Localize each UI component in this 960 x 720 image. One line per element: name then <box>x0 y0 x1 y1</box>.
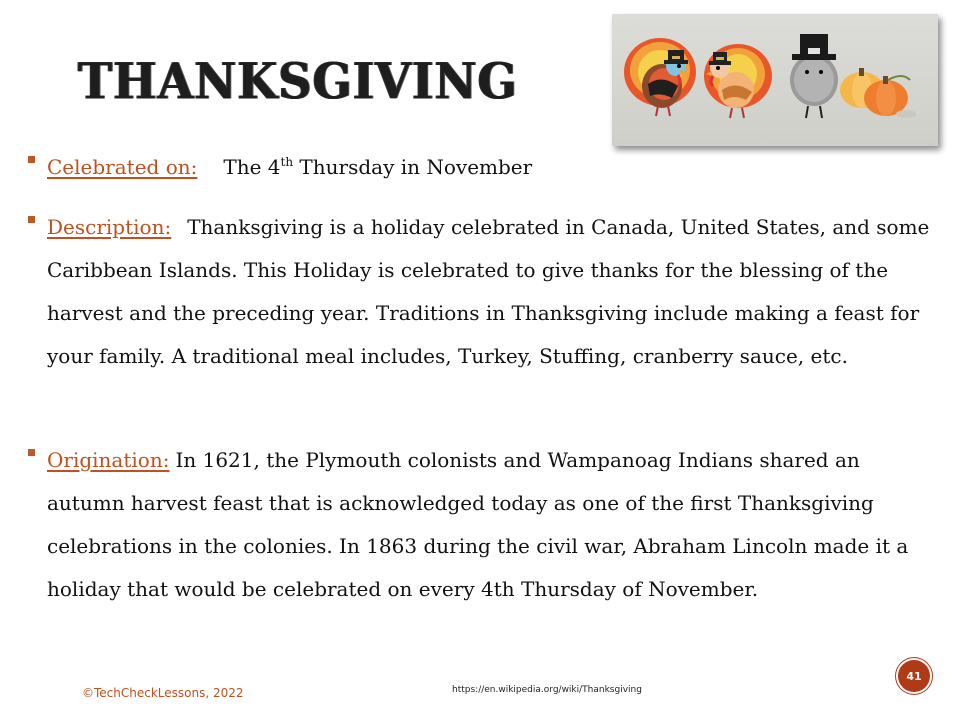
celebrated-on-label: Celebrated on: <box>47 155 198 179</box>
bullet-square-icon <box>28 156 35 163</box>
celebrated-on-value-pre: The 4 <box>223 155 281 179</box>
celebrated-on-value-sup: th <box>280 155 294 169</box>
slide-title: THANKSGIVING <box>78 52 518 111</box>
bullet-text <box>47 146 942 189</box>
origination-label: Origination: <box>47 448 170 472</box>
source-url[interactable]: https://en.wikipedia.org/wiki/Thanksgiving <box>452 685 642 695</box>
copyright-footer: ©TechCheckLessons, 2022 <box>82 686 244 700</box>
description-label: Description: <box>47 215 172 239</box>
origination-value: In 1621, the Plymouth colonists and Wampanoag Indians shared an autumn harvest feast that is acknowledged today as one of the first Thanksgiving celebrations in the colonies. In 1863 during the civil war, Abraham Lincoln made it a holiday that would be celebrated on every 4th Thursday of November. <box>47 448 909 601</box>
bullet-square-icon <box>28 449 35 456</box>
bullet-square-icon <box>28 216 35 223</box>
description-value: Thanksgiving is a holiday celebrated in Canada, United States, and some Caribbean Islands. This Holiday is celebrated to give thanks for the blessing of the harvest and the preceding year. Traditions in Thanksgiving include making a feast for your family. A traditional meal includes, Turkey, Stuffing, cranberry sauce, etc. <box>47 215 930 368</box>
page-number-badge: 41 <box>896 658 932 694</box>
bullet-text <box>47 206 942 378</box>
celebrated-on-value-post: Thursday in November <box>293 155 533 179</box>
bullet-text <box>47 439 942 611</box>
